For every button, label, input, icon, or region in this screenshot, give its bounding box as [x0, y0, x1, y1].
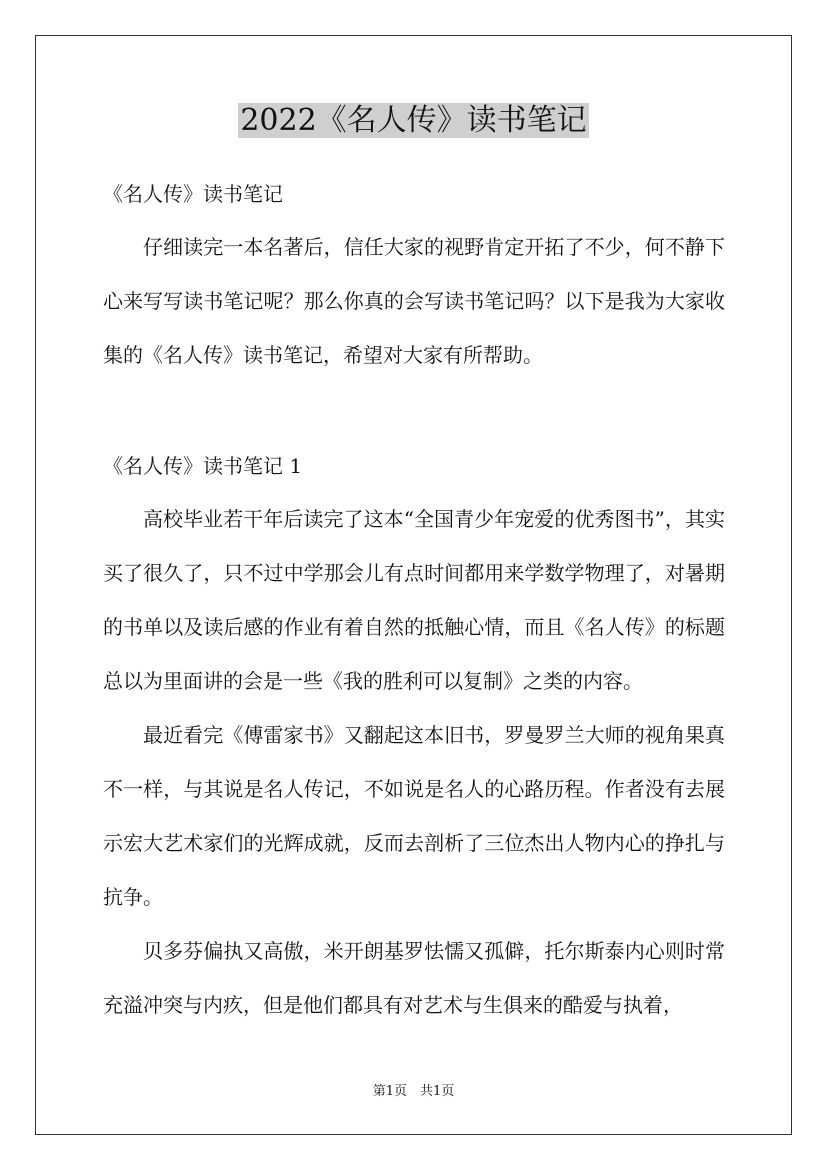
section-1-heading: 《名人传》读书笔记 1 — [103, 454, 303, 478]
section-1-paragraph-3: 贝多芬偏执又高傲，米开朗基罗怯懦又孤僻，托尔斯泰内心则时常充溢冲突与内疚，但是他们都具有对艺术与生俱来的酷爱与执着， — [103, 939, 725, 1017]
section-1-paragraph-2: 最近看完《傅雷家书》又翻起这本旧书，罗曼罗兰大师的视角果真不一样，与其说是名人传记，不如说是名人的心路历程。作者没有去展示宏大艺术家们的光辉成就，反而去剖析了三位杰出人物内心的挣扎与抗争。 — [103, 723, 725, 909]
intro-paragraph: 仔细读完一本名著后，信任大家的视野肯定开拓了不少，何不静下心来写写读书笔记呢？那么你真的会写读书笔记吗？以下是我为大家收集的《名人传》读书笔记，希望对大家有所帮助。 — [103, 235, 725, 367]
page-number: 第1页 共1页 — [372, 1084, 455, 1099]
document-title-text: 2022《名人传》读书笔记 — [240, 103, 587, 138]
intro-heading: 《名人传》读书笔记 — [103, 182, 283, 206]
document-title — [0, 100, 827, 142]
section-1-paragraph-1: 高校毕业若干年后读完了这本“全国青少年宠爱的优秀图书”，其实买了很久了，只不过中学那会儿有点时间都用来学数学物理了，对暑期的书单以及读后感的作业有着自然的抵触心情，而且《名人传》的标题总以为里面讲的会是一些《我的胜利可以复制》之类的内容。 — [103, 507, 725, 693]
